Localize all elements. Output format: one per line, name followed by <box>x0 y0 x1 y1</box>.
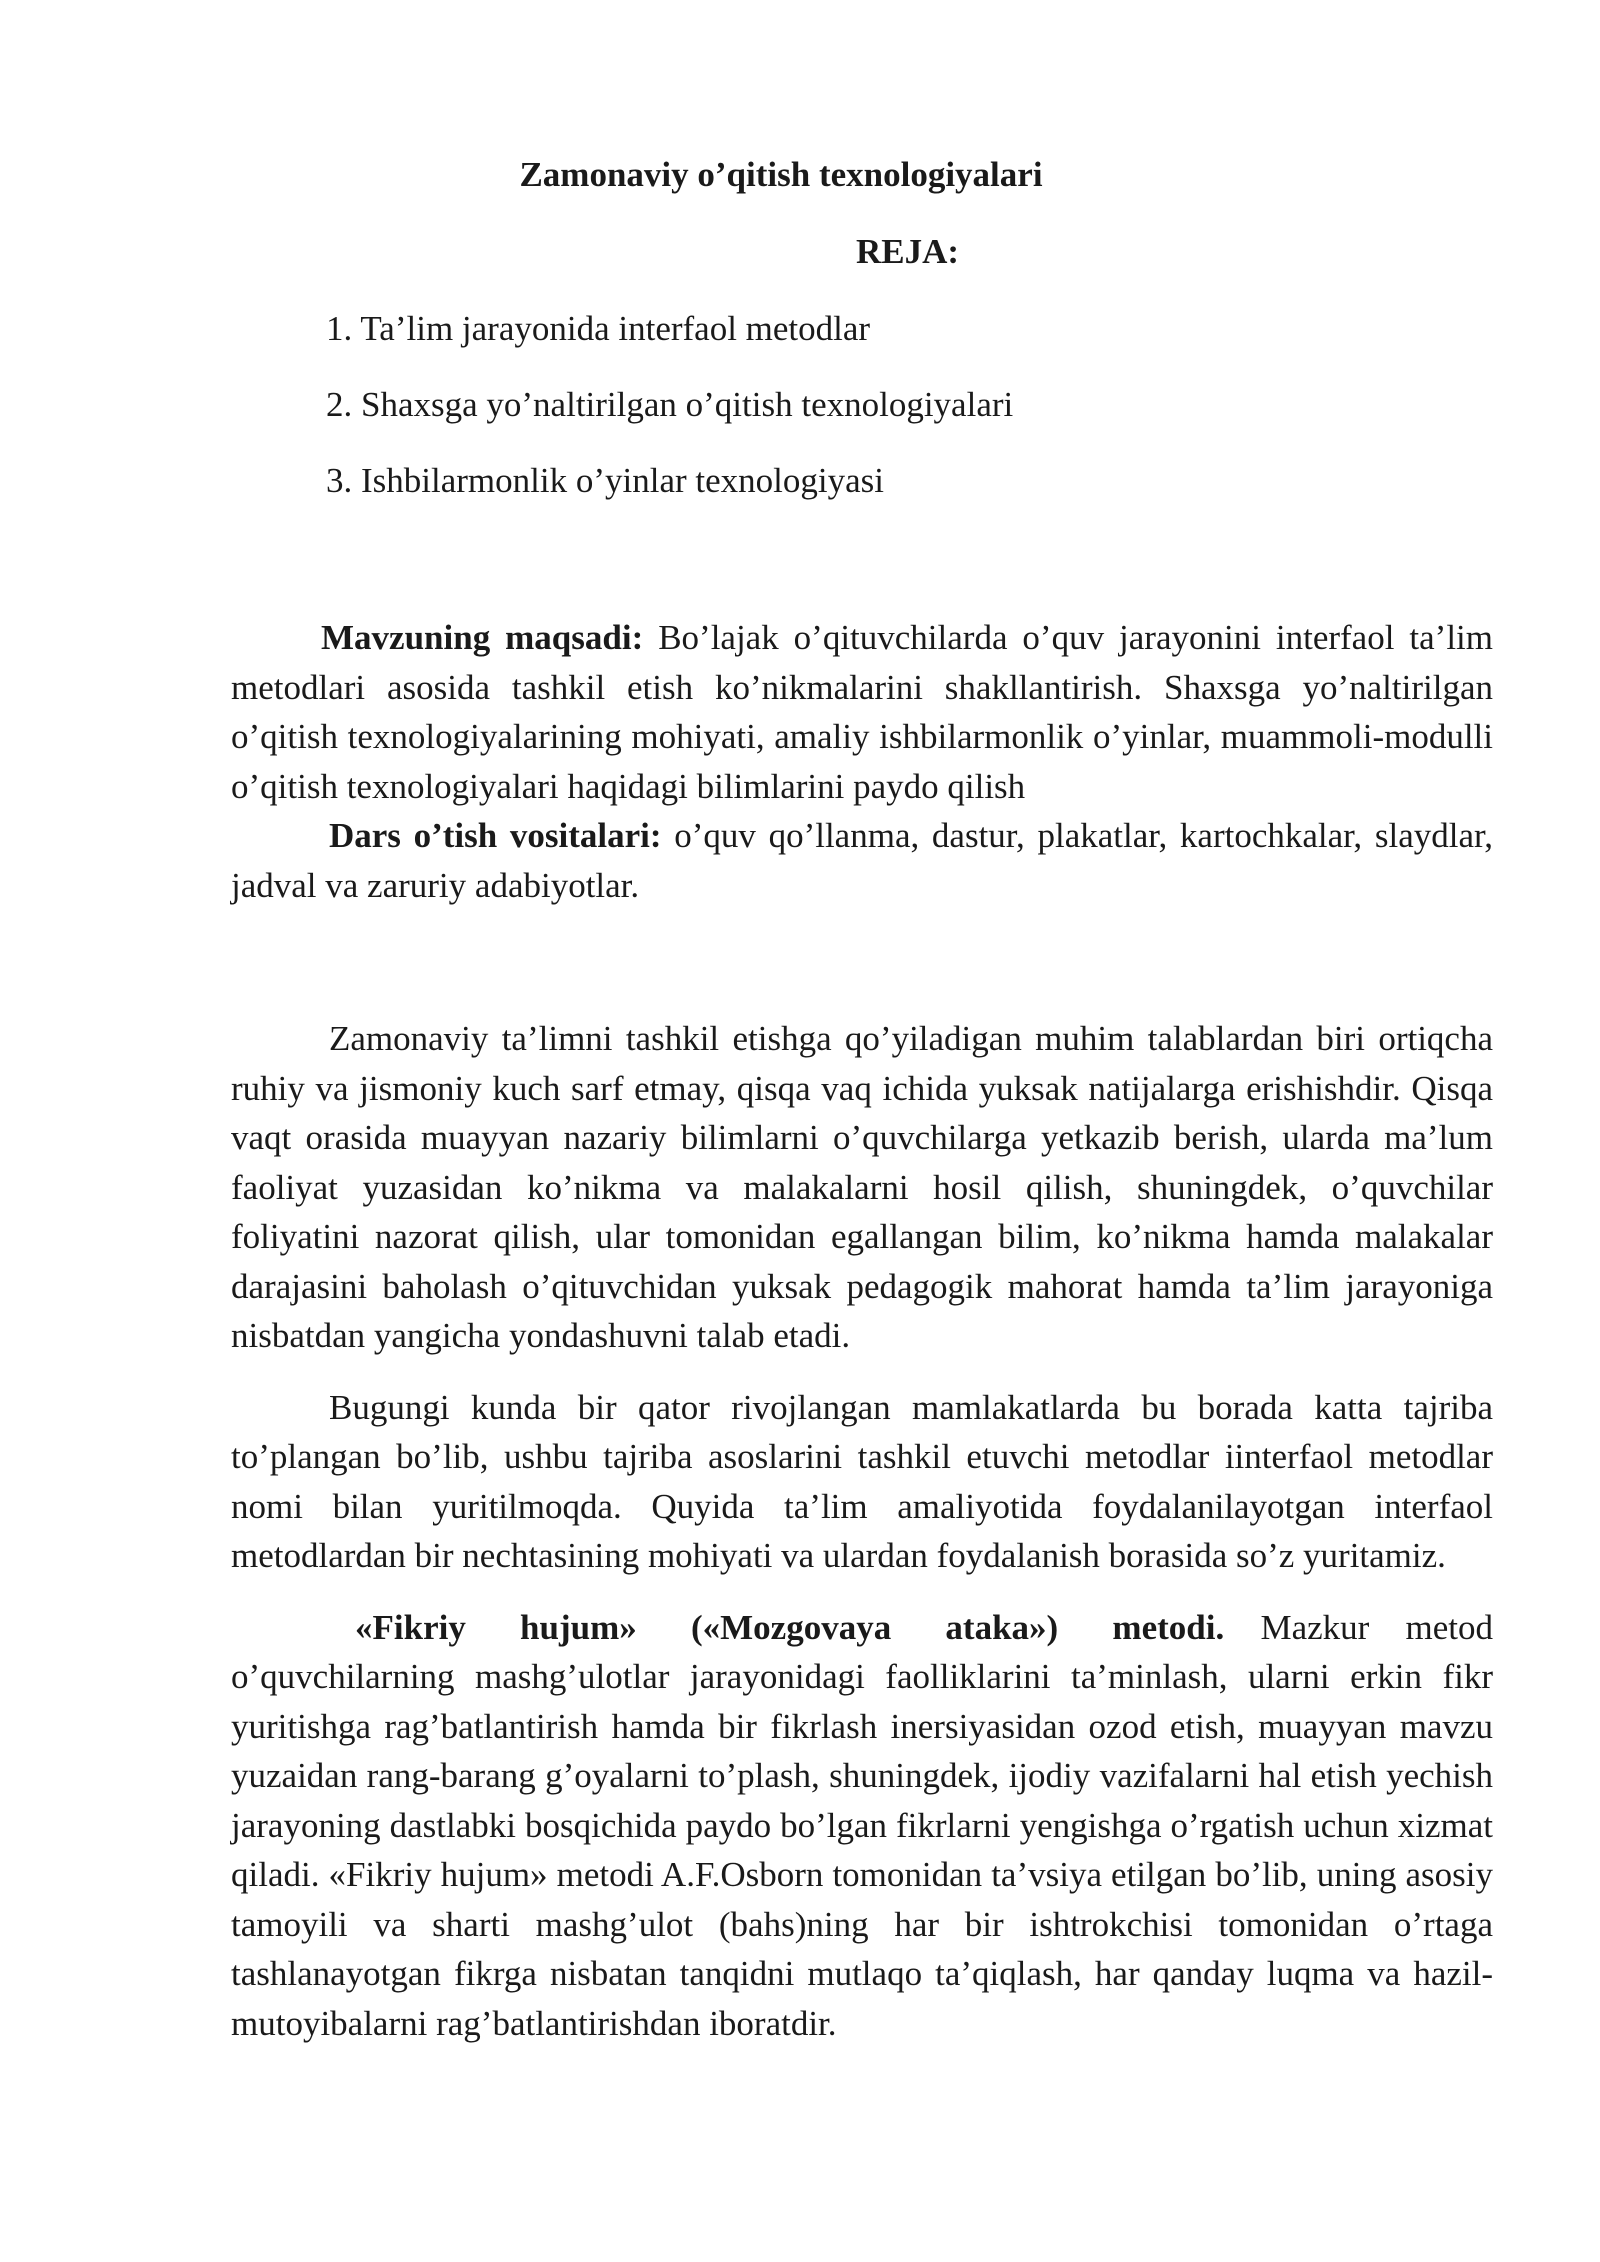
body-section <box>231 1014 1493 2048</box>
goal-label: Mavzuning maqsadi: <box>321 618 644 657</box>
document-page <box>231 0 1493 2262</box>
plan-item: 3. Ishbilarmonlik o’yinlar texnologiyasi <box>326 461 884 500</box>
tools-paragraph <box>231 811 1493 910</box>
goal-paragraph <box>231 613 1493 811</box>
goal-section <box>231 613 1493 910</box>
tools-text: o’quv qo’llanma, dastur, plakatlar, kartochkalar, slaydlar, jadval va zaruriy adabiyotlar. <box>231 816 1493 905</box>
body-paragraph: Bugungi kunda bir qator rivojlangan mamlakatlarda bu borada katta tajriba to’plangan bo’lib, ushbu tajriba asoslarini tashkil etuvchi metodlar iinterfaol metodlar nomi bilan yuritilmoqda. Quyida ta’lim amaliyotida foydalanilayotgan interfaol metodlardan bir nechtasining mohiyati va ulardan foydalanish borasida so’z yuritamiz. <box>231 1387 1493 1575</box>
document-title: Zamonaviy o’qitish texnologiyalari <box>519 155 1043 194</box>
method-text: Mazkur metod o’quvchilarning mashg’ulotlar jarayonidagi faolliklarini ta’minlash, ularni erkin fikr yuritishga rag’batlantirish hamda bir fikrlash inersiyasidan ozod etish, muayyan mavzu yuzaidan rang-barang g’oyalarni to’plash, shuningdek, ijodiy vazifalarni hal etish yechish jarayoning dastlabki bosqichida paydo bo’lgan fikrlarni yengishga o’rgatish uchun xizmat qiladi. «Fikriy hujum» metodi A.F.Osborn tomonidan ta’vsiya etilgan bo’lib, uning asosiy tamoyili va sharti mashg’ulot (bahs)ning har bir ishtrokchisi tomonidan o’rtaga tashlanayotgan fikrga nisbatan tanqidni mutlaqo ta’qiqlash, har qanday luqma va hazil- mutoyibalarni rag’batlantirishdan iboratdir. <box>231 1607 1493 2043</box>
plan-heading: REJA: <box>856 232 960 271</box>
goal-text: Bo’lajak o’qituvchilarda o’quv jarayonini interfaol ta’lim metodlari asosida tashkil etish ko’nikmalarini shakllantirish. Shaxsga yo’naltirilgan o’qitish texnologiyalarining mohiyati, amaliy ishbilarmonlik o’yinlar, muammoli-modulli o’qitish texnologiyalari haqidagi bilimlarini paydo qilish <box>231 618 1493 806</box>
method-label: «Fikriy hujum» («Mozgovaya ataka») metodi. <box>355 1607 1225 1647</box>
body-paragraph: Zamonaviy ta’limni tashkil etishga qo’yiladigan muhim talablardan biri ortiqcha ruhiy va jismoniy kuch sarf etmay, qisqa vaq ichida yuksak natijalarga erishishdir. Qisqa vaqt orasida muayyan nazariy bilimlarni o’quvchilarga yetkazib berish, ularda ma’lum faoliyat yuzasidan ko’nikma va malakalarni hosil qilish, shuningdek, o’quvchilar foliyatini nazorat qilish, ular tomonidan egallangan bilim, ko’nikma hamda malakalar darajasini baholash o’qituvchidan yuksak pedagogik mahorat hamda ta’lim jarayoniga nisbatdan yangicha yondashuvni talab etadi. <box>231 1019 1493 1355</box>
plan-item: 1. Ta’lim jarayonida interfaol metodlar <box>326 309 871 348</box>
plan-list <box>326 305 1013 533</box>
tools-label: Dars o’tish vositalari: <box>329 816 662 855</box>
method-paragraph <box>231 1603 1493 2049</box>
plan-item: 2. Shaxsga yo’naltirilgan o’qitish texnologiyalari <box>326 385 1014 424</box>
